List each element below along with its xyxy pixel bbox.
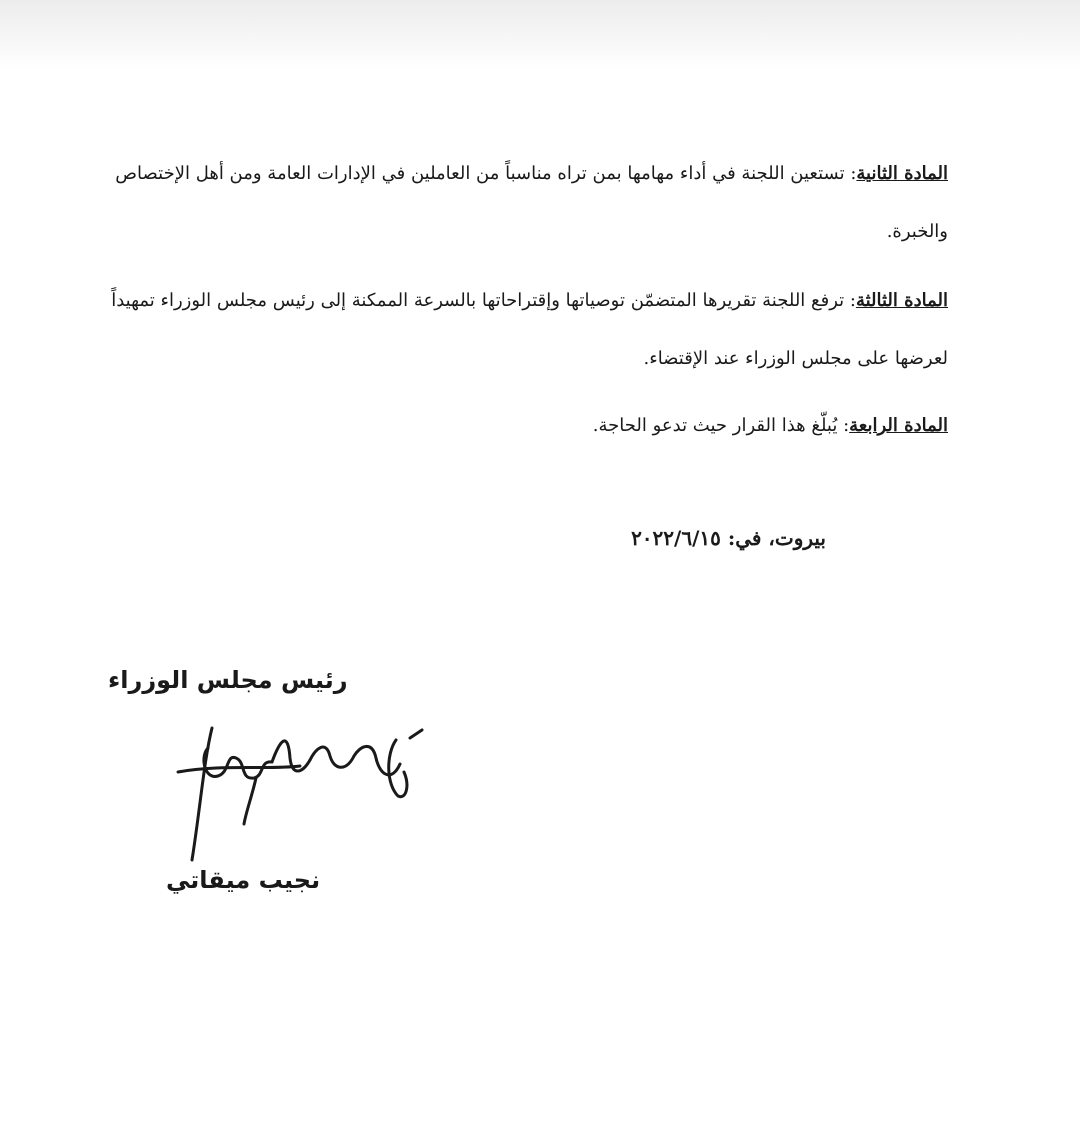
article-two [98,145,948,261]
article-three-heading: المادة الثالثة [855,290,948,311]
article-three [98,272,948,388]
signatory-title: رئيس مجلس الوزراء [108,666,348,694]
date-line: بيروت، في: ٢٠٢٢/٦/١٥ [631,526,826,550]
article-two-heading: المادة الثانية [856,163,948,184]
article-three-body: : ترفع اللجنة تقريرها المتضمّن توصياتها وإقتراحاتها بالسرعة الممكنة إلى رئيس مجلس الوزراء تمهيداً لعرضها على مجلس الوزراء عند الإقتضاء. [111,290,948,369]
article-two-body: : تستعين اللجنة في أداء مهامها بمن تراه مناسباً من العاملين في الإدارات العامة ومن أهل الإختصاص والخبرة. [115,163,948,242]
article-four-body: : يُبلّغ هذا القرار حيث تدعو الحاجة. [592,415,850,436]
article-four-heading: المادة الرابعة [849,415,948,436]
article-four [98,397,948,455]
signatory-name: نجيب ميقاتي [166,866,321,894]
handwritten-signature [160,700,440,880]
